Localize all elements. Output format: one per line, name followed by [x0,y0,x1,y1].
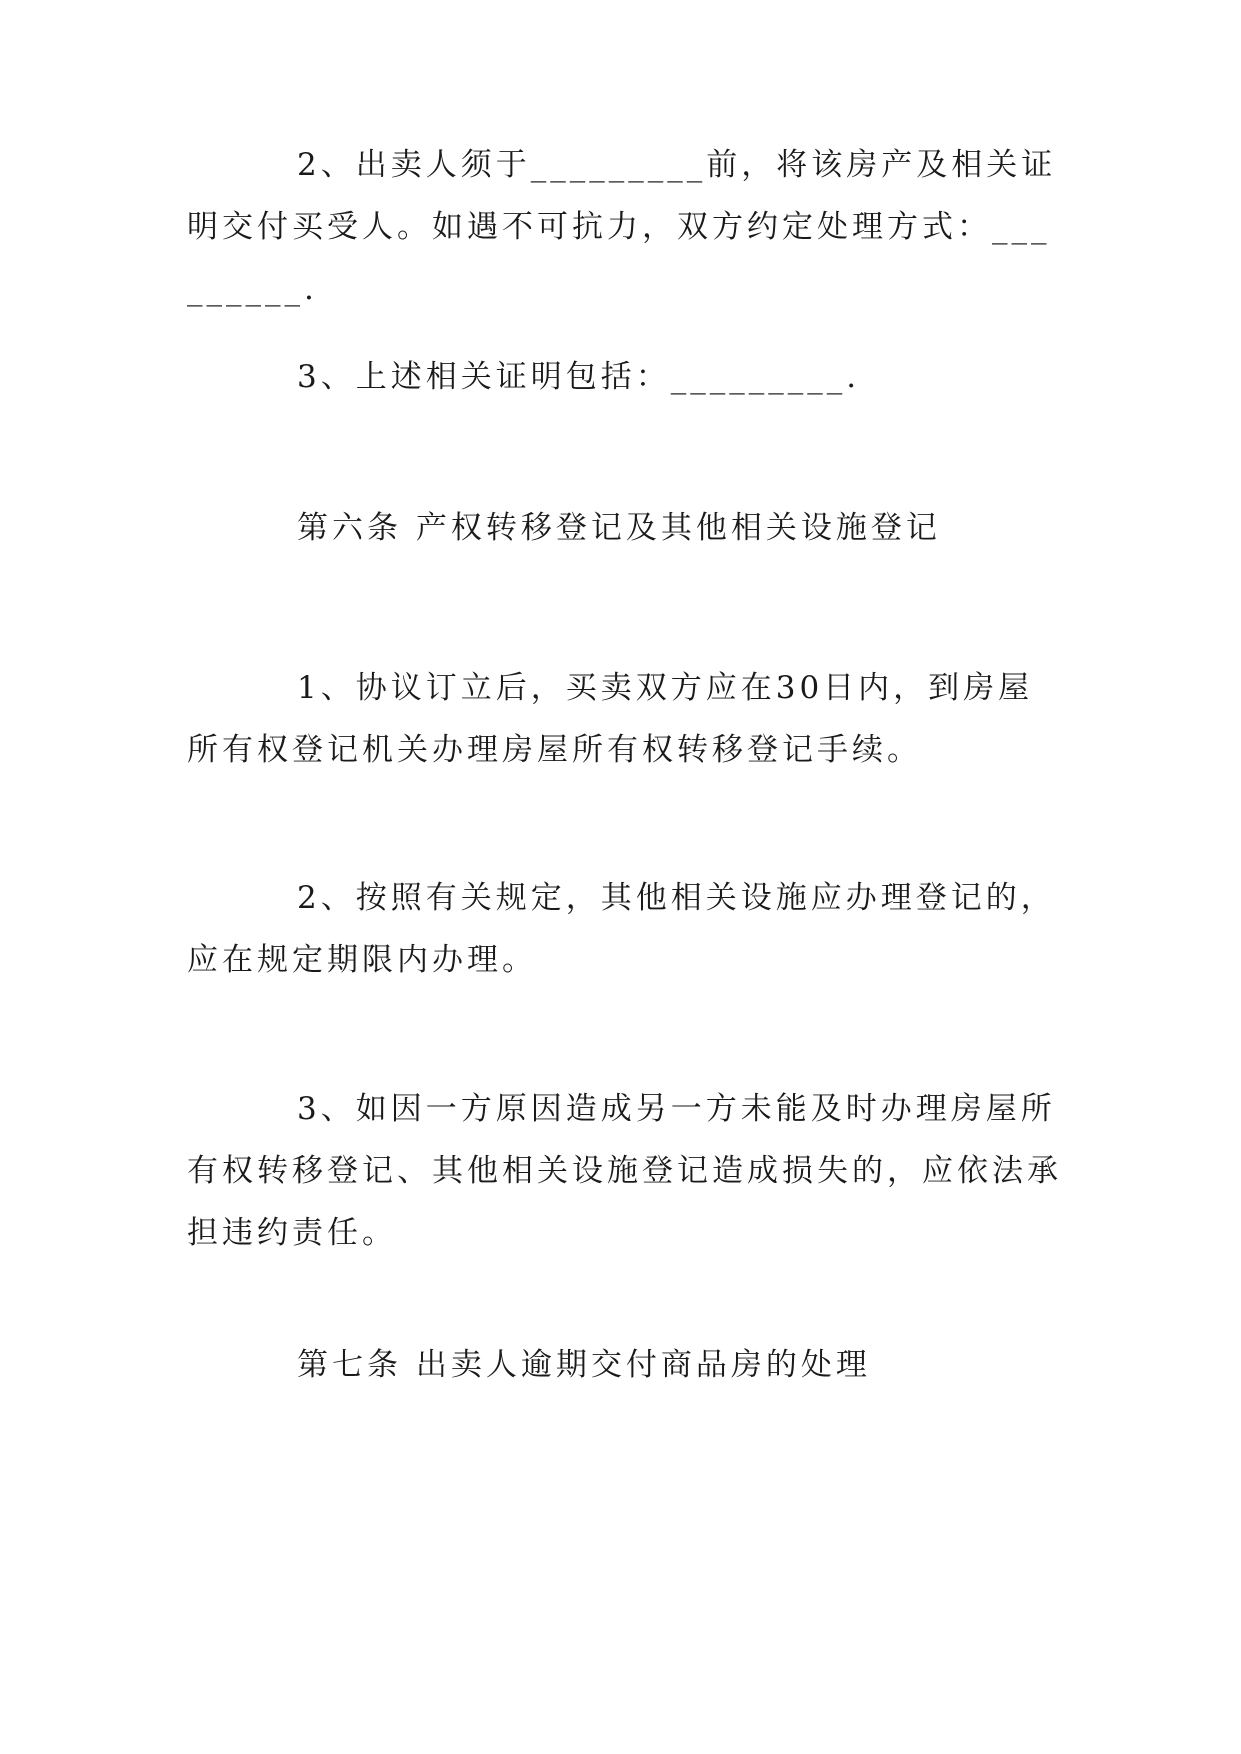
paragraph-ownership-transfer: 1、协议订立后，买卖双方应在30日内，到房屋所有权登记机关办理房屋所有权转移登记手续。 [187,670,1034,768]
article-seven-heading: 第七条 出卖人逾期交付商品房的处理 [297,1347,871,1383]
paragraph-related-certificates: 3、上述相关证明包括：_________. [297,359,861,395]
paragraph-delivery-deadline: 2、出卖人须于_________前，将该房产及相关证明交付买受人。如遇不可抗力，双方约定处理方式：_________. [187,147,1057,307]
article-six-heading: 第六条 产权转移登记及其他相关设施登记 [297,510,941,546]
paragraph-breach-liability: 3、如因一方原因造成另一方未能及时办理房屋所有权转移登记、其他相关设施登记造成损失的，应依法承担违约责任。 [187,1091,1062,1251]
paragraph-other-facilities-registration: 2、按照有关规定，其他相关设施应办理登记的，应在规定期限内办理。 [187,880,1056,978]
